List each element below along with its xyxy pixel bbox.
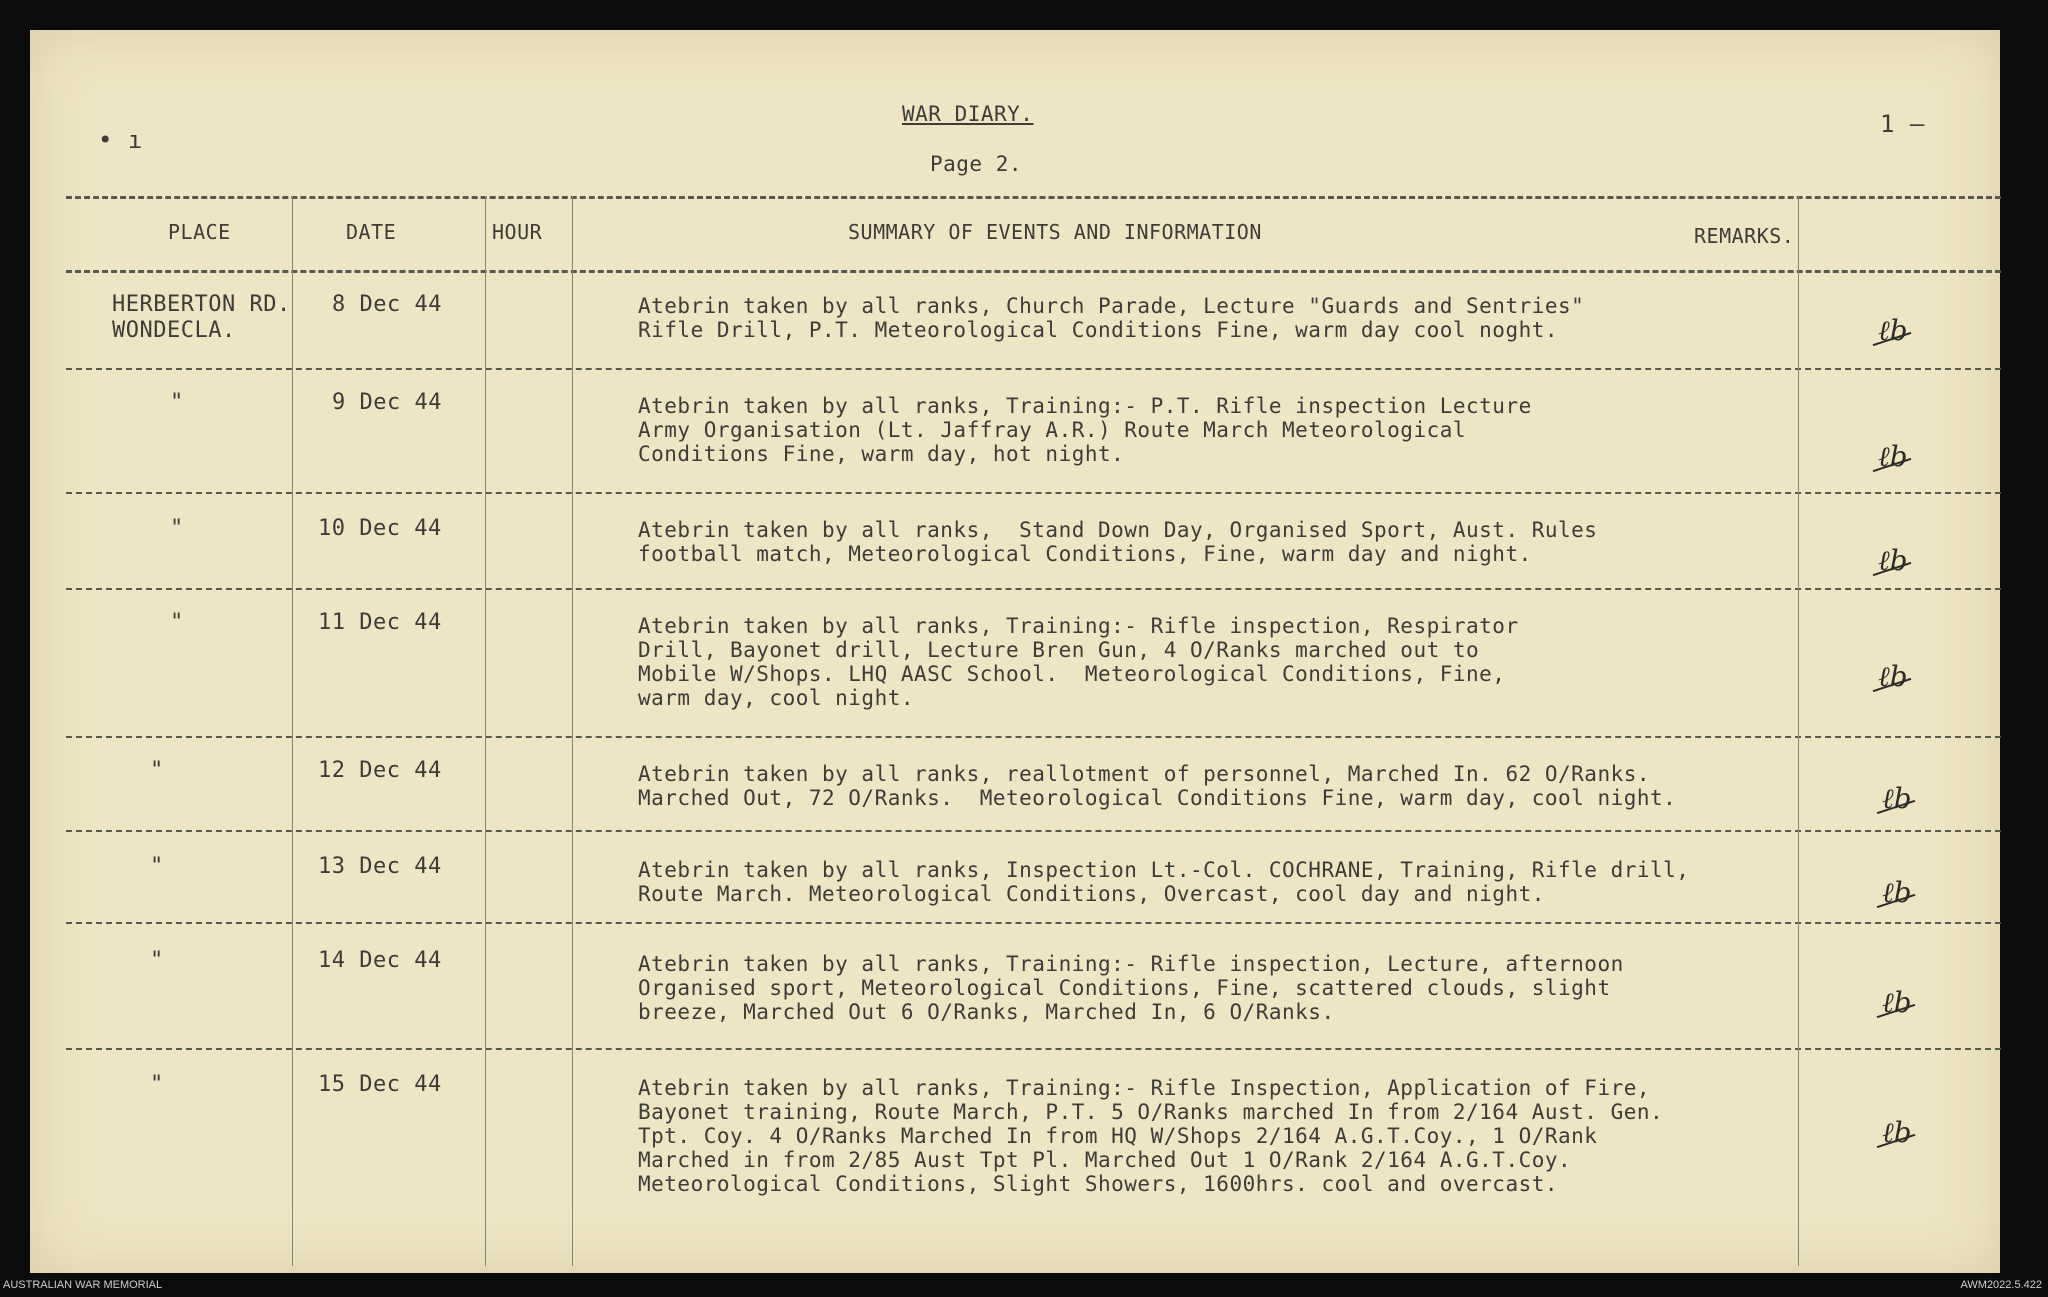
row-rule <box>66 588 2001 590</box>
summary-cell: Atebrin taken by all ranks, reallotment of personnel, Marched In. 62 O/Ranks. Marched Out, 72 O/Ranks. Meteorological Conditions Fine, warm day, cool night. <box>638 762 1677 810</box>
page-title: WAR DIARY. <box>902 102 1034 126</box>
date-cell: 13 Dec 44 <box>318 854 442 879</box>
place-cell: " <box>170 390 184 415</box>
corner-mark: • ı <box>98 126 143 154</box>
date-cell: 9 Dec 44 <box>332 390 442 415</box>
column-divider <box>292 196 293 1266</box>
header-summary: SUMMARY OF EVENTS AND INFORMATION <box>848 220 1262 244</box>
summary-cell: Atebrin taken by all ranks, Church Parade, Lecture "Guards and Sentries" Rifle Drill, P.T. Meteorological Conditions Fine, warm day cool noght. <box>638 294 1585 342</box>
archive-credit: AUSTRALIAN WAR MEMORIAL <box>3 1279 163 1291</box>
initials-mark: ℓb <box>1876 1116 1922 1152</box>
column-divider <box>572 196 573 1266</box>
initials-mark: ℓb <box>1872 314 1918 350</box>
initials-mark: ℓb <box>1872 544 1918 580</box>
summary-cell: Atebrin taken by all ranks, Inspection Lt.-Col. COCHRANE, Training, Rifle drill, Route March. Meteorological Conditions, Overcast, cool day and night. <box>638 858 1690 906</box>
header-place: PLACE <box>168 220 231 244</box>
summary-cell: Atebrin taken by all ranks, Training:- P.T. Rifle inspection Lecture Army Organisation (Lt. Jaffray A.R.) Route March Meteorological Conditions Fine, warm day, hot night. <box>638 394 1532 466</box>
place-cell: " <box>170 610 184 635</box>
date-cell: 11 Dec 44 <box>318 610 442 635</box>
header-date: DATE <box>346 220 397 244</box>
column-divider <box>1798 196 1799 1266</box>
initials-mark: ℓb <box>1876 986 1922 1022</box>
place-cell: HERBERTON RD. WONDECLA. <box>112 292 291 343</box>
date-cell: 10 Dec 44 <box>318 516 442 541</box>
place-cell: " <box>150 948 164 973</box>
place-cell: " <box>170 516 184 541</box>
summary-cell: Atebrin taken by all ranks, Training:- Rifle Inspection, Application of Fire, Bayonet training, Route March, P.T. 5 O/Ranks marched In from 2/164 Aust. Gen. Tpt. Coy. 4 O/Ranks Marched In from HQ W/Shops 2/164 A.G.T.Coy., 1 O/Rank Marched in from 2/85 Aust Tpt Pl. Marched Out 1 O/Rank 2/164 A.G.T.Coy. Meteorological Conditions, Slight Showers, 1600hrs. cool and overcast. <box>638 1076 1664 1196</box>
date-cell: 14 Dec 44 <box>318 948 442 973</box>
row-rule <box>66 368 2001 370</box>
initials-mark: ℓb <box>1872 660 1918 696</box>
summary-cell: Atebrin taken by all ranks, Stand Down Day, Organised Sport, Aust. Rules football match, Meteorological Conditions, Fine, warm day and night. <box>638 518 1598 566</box>
row-rule <box>66 736 2001 738</box>
initials-mark: ℓb <box>1876 876 1922 912</box>
page-number: Page 2. <box>930 152 1023 176</box>
diary-page <box>30 30 2000 1273</box>
initials-mark: ℓb <box>1876 782 1922 818</box>
archive-reference: AWM2022.5.422 <box>1960 1279 2042 1291</box>
summary-cell: Atebrin taken by all ranks, Training:- Rifle inspection, Lecture, afternoon Organised sport, Meteorological Conditions, Fine, scattered clouds, slight breeze, Marched Out 6 O/Ranks, Marched In, 6 O/Ranks. <box>638 952 1624 1024</box>
summary-cell: Atebrin taken by all ranks, Training:- Rifle inspection, Respirator Drill, Bayonet drill, Lecture Bren Gun, 4 O/Ranks marched out to Mobile W/Shops. LHQ AASC School. Meteorological Conditions, Fine, warm day, cool night. <box>638 614 1519 710</box>
row-rule <box>66 1048 2001 1050</box>
date-cell: 12 Dec 44 <box>318 758 442 783</box>
row-rule <box>66 830 2001 832</box>
header-remarks: REMARKS. <box>1694 224 1795 248</box>
row-rule <box>66 922 2001 924</box>
column-divider <box>485 196 486 1266</box>
header-hour: HOUR <box>492 220 543 244</box>
place-cell: " <box>150 1072 164 1097</box>
row-rule <box>66 492 2001 494</box>
place-cell: " <box>150 854 164 879</box>
table-top-rule <box>66 196 2001 199</box>
initials-mark: ℓb <box>1872 440 1918 476</box>
date-cell: 15 Dec 44 <box>318 1072 442 1097</box>
date-cell: 8 Dec 44 <box>332 292 442 317</box>
place-cell: " <box>150 758 164 783</box>
header-rule <box>66 270 2001 273</box>
folio-mark: 1 – <box>1880 110 1925 138</box>
